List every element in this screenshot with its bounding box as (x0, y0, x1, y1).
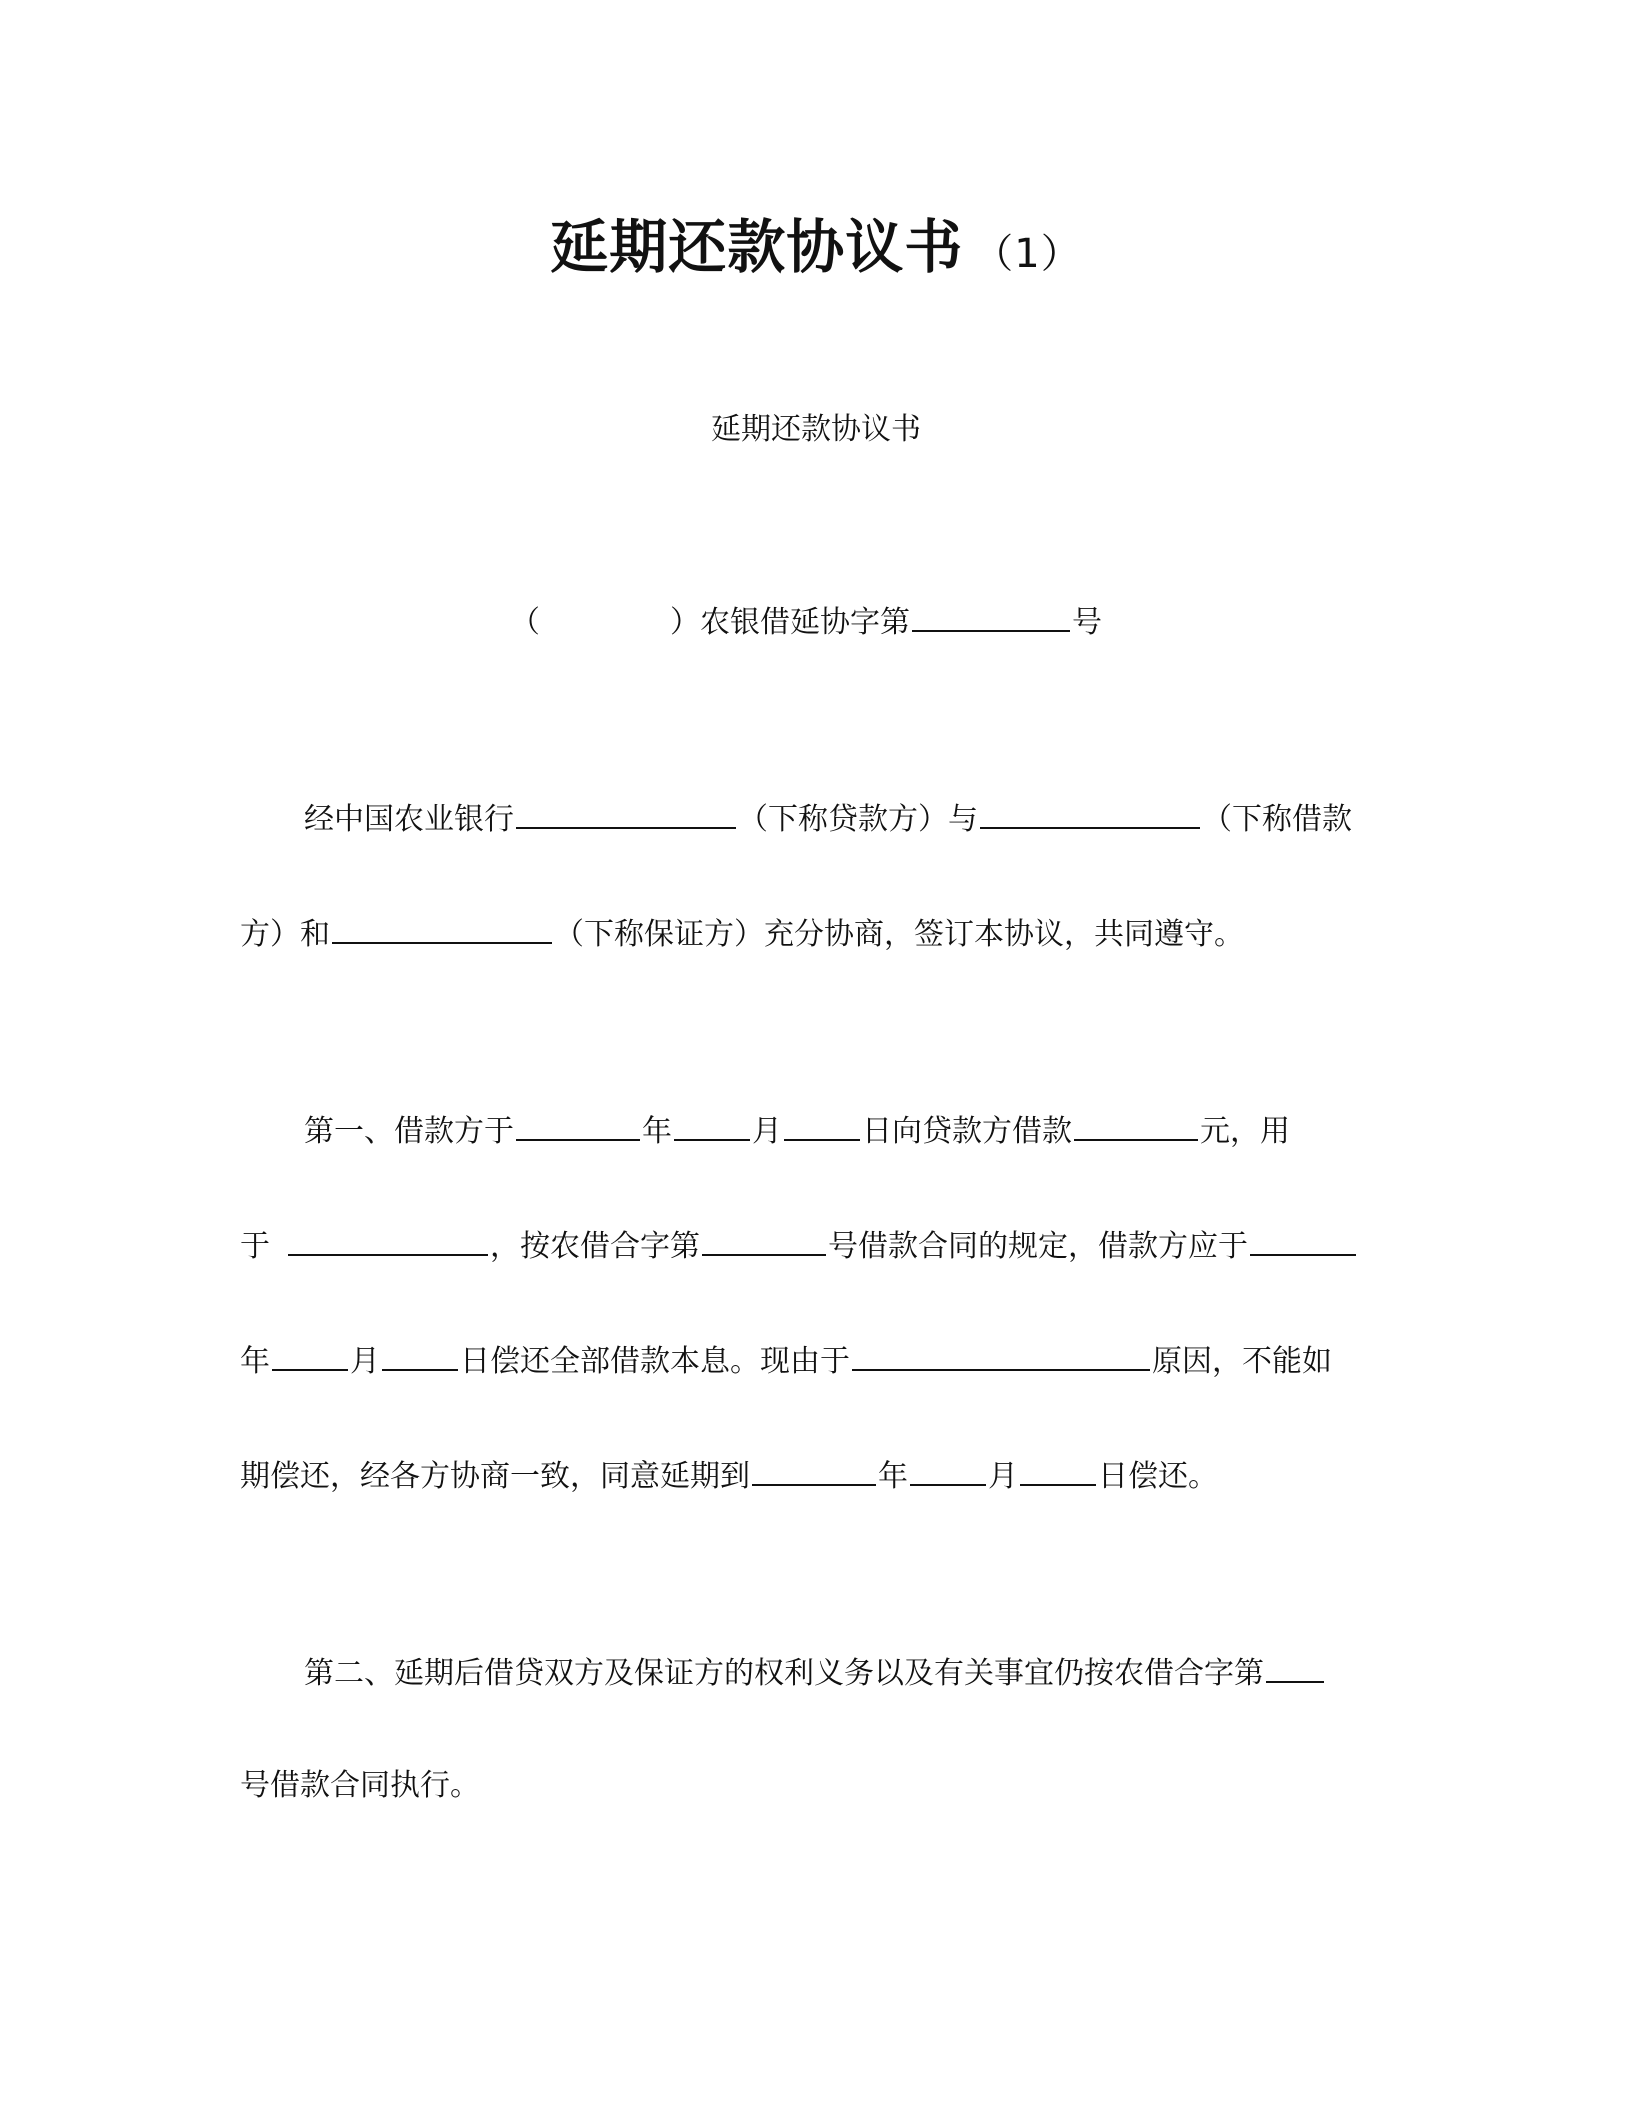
para2-text: 日向贷款方借款 (862, 1114, 1072, 1149)
title-suffix: （1） (973, 231, 1082, 277)
reason-blank (852, 1339, 1150, 1371)
extend-year-blank (752, 1454, 876, 1486)
para2-text: 原因，不能如 (1152, 1344, 1332, 1379)
para2-line1 (304, 1109, 1290, 1152)
ref-text: ）农银借延协字第 (670, 605, 910, 640)
ref-paren-open: （ (510, 605, 540, 640)
para2-text: 号借款合同的规定，借款方应于 (828, 1229, 1248, 1264)
para2-text: 月 (350, 1344, 380, 1379)
para1-text: 方）和 (240, 917, 330, 952)
para2-text: 年 (240, 1344, 270, 1379)
para2-line4 (240, 1454, 1218, 1497)
para1-text: （下称贷款方）与 (738, 802, 978, 837)
para2-text: 月 (752, 1114, 782, 1149)
contract-number-blank (702, 1224, 826, 1256)
document-subtitle: 延期还款协议书 (711, 412, 921, 447)
reference-line (510, 600, 1102, 643)
ref-suffix: 号 (1072, 605, 1102, 640)
para3-line2 (240, 1766, 480, 1806)
due-day-blank (382, 1339, 458, 1371)
para3-line1 (304, 1651, 1326, 1694)
para2-text: 日偿还。 (1098, 1459, 1218, 1494)
loan-day-blank (784, 1109, 860, 1141)
para2-text: 于 (240, 1229, 270, 1264)
para1-text: 经中国农业银行 (304, 802, 514, 837)
ref-number-blank (912, 600, 1070, 632)
lender-blank (516, 797, 736, 829)
para2-text: 期偿还，经各方协商一致，同意延期到 (240, 1459, 750, 1494)
due-month-blank (272, 1339, 348, 1371)
document-title (0, 200, 1632, 284)
para2-text: ，按农借合字第 (490, 1229, 700, 1264)
loan-month-blank (674, 1109, 750, 1141)
para2-text: 年 (878, 1459, 908, 1494)
due-year-blank (1250, 1224, 1356, 1256)
extend-month-blank (910, 1454, 986, 1486)
para2-text: 月 (988, 1459, 1018, 1494)
borrower-blank (980, 797, 1200, 829)
loan-amount-blank (1074, 1109, 1198, 1141)
loan-purpose-blank (288, 1224, 488, 1256)
contract-ref-blank (1266, 1651, 1324, 1683)
para2-text: 元，用 (1200, 1114, 1290, 1149)
para2-text: 年 (642, 1114, 672, 1149)
loan-year-blank (516, 1109, 640, 1141)
para1-line1 (304, 797, 1352, 840)
para1-text: （下称借款 (1202, 802, 1352, 837)
para2-text: 日偿还全部借款本息。现由于 (460, 1344, 850, 1379)
para2-line3 (240, 1339, 1332, 1382)
extend-day-blank (1020, 1454, 1096, 1486)
para2-line2 (240, 1224, 1358, 1267)
para3-text: 号借款合同执行。 (240, 1768, 480, 1803)
para2-text: 第一、借款方于 (304, 1114, 514, 1149)
guarantor-blank (332, 912, 552, 944)
para3-text: 第二、延期后借贷双方及保证方的权利义务以及有关事宜仍按农借合字第 (304, 1656, 1264, 1691)
para1-text: （下称保证方）充分协商，签订本协议，共同遵守。 (554, 917, 1244, 952)
title-text: 延期还款协议书 (550, 213, 964, 281)
para1-line2 (240, 912, 1244, 955)
